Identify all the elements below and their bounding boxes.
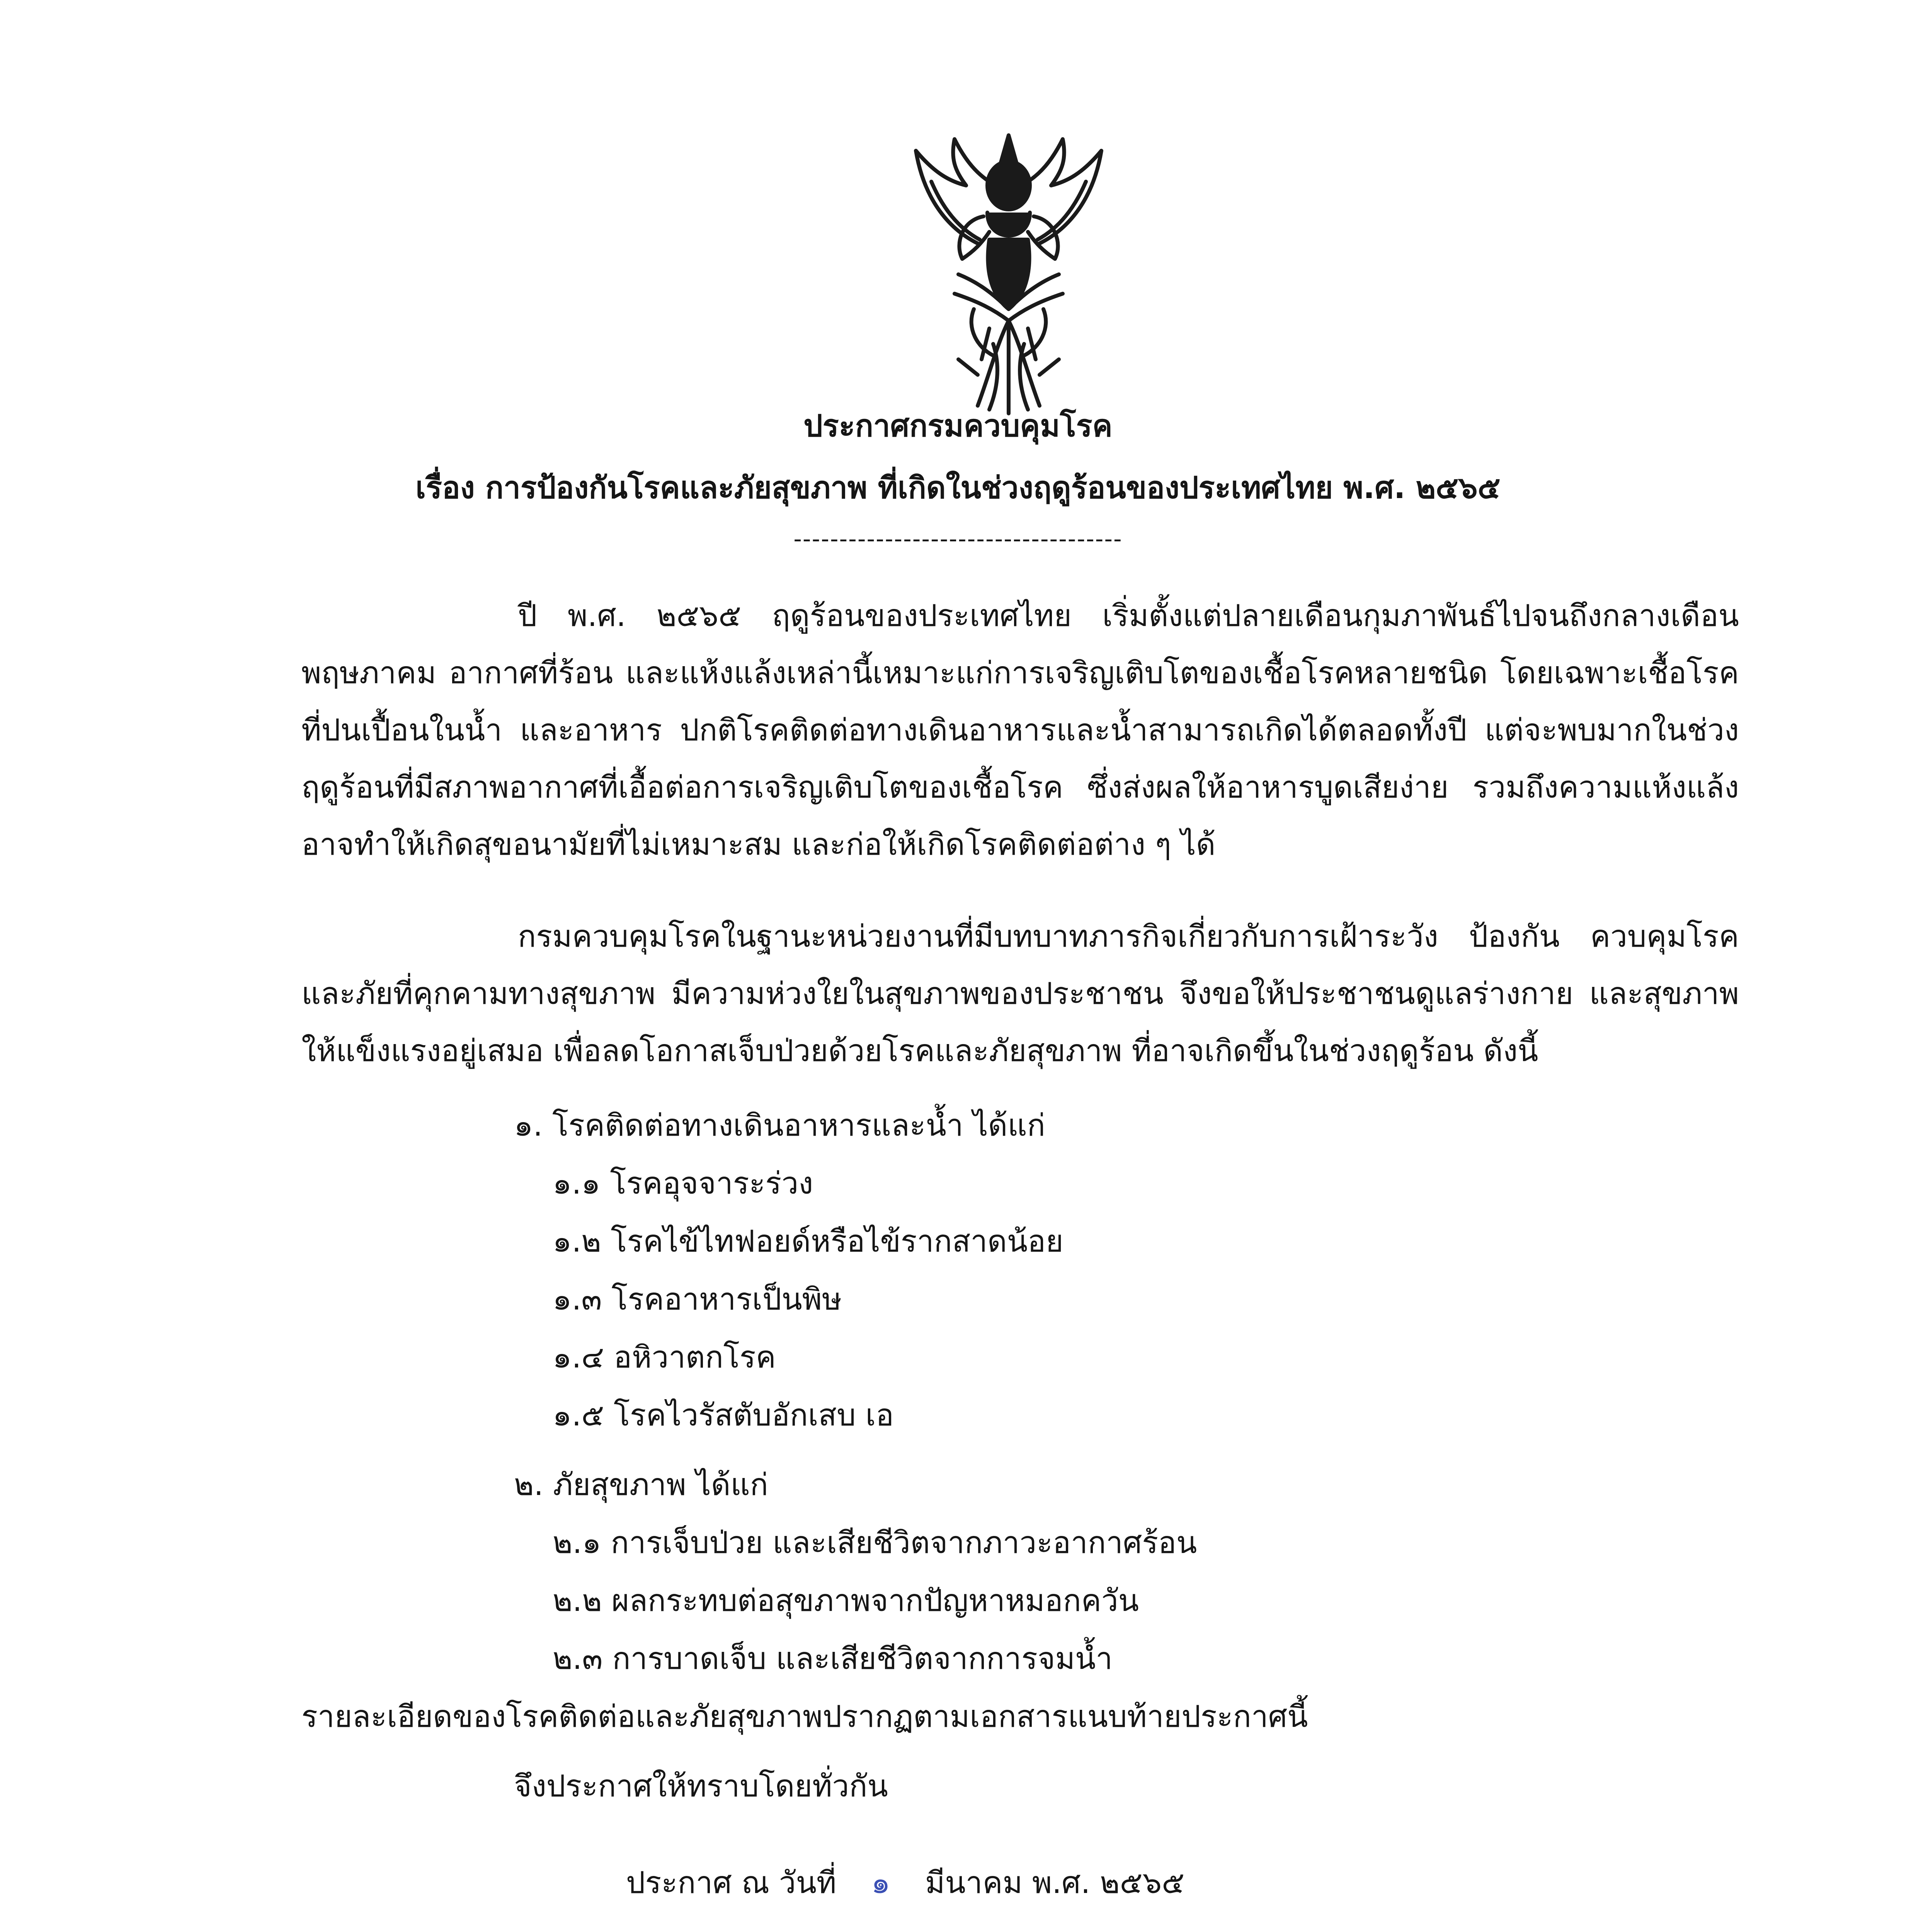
- date-suffix: มีนาคม พ.ศ. ๒๕๖๕: [925, 1866, 1185, 1900]
- paragraph-announcement: กรมควบคุมโรคในฐานะหน่วยงานที่มีบทบาทภารกิจเกี่ยวกับการเฝ้าระวัง ป้องกัน ควบคุมโรคและภัยที่คุกคามทางสุขภาพ มีความห่วงใยในสุขภาพของประชาชน จึงขอให้ประชาชนดูแลร่างกาย และสุขภาพให้แข็งแรงอยู่เสมอ เพื่อลดโอกาสเจ็บป่วยด้วยโรคและภัยสุขภาพ ที่อาจเกิดขึ้นในช่วงฤดูร้อน ดังนี้: [301, 919, 1739, 1068]
- list-item: ๑.๓ โรคอาหารเป็นพิษ: [553, 1282, 842, 1317]
- announcement-date: [626, 1859, 1184, 1906]
- section-1-heading: ๑. โรคติดต่อทางเดินอาหารและน้ำ ได้แก่: [514, 1108, 1045, 1143]
- title-separator: ------------------------------------: [793, 526, 1123, 553]
- details-note: รายละเอียดของโรคติดต่อและภัยสุขภาพปรากฏตามเอกสารแนบท้ายประกาศนี้: [301, 1699, 1308, 1734]
- list-item: ๒.๑ การเจ็บป่วย และเสียชีวิตจากภาวะอากาศร้อน: [553, 1526, 1197, 1560]
- announcement-title: ประกาศกรมควบคุมโรค: [803, 409, 1113, 444]
- date-prefix: ประกาศ ณ วันที่: [626, 1866, 837, 1900]
- section-2-heading: ๒. ภัยสุขภาพ ได้แก่: [514, 1468, 768, 1502]
- date-day: ๑: [871, 1866, 890, 1900]
- closing-statement: จึงประกาศให้ทราบโดยทั่วกัน: [514, 1769, 888, 1804]
- list-item: ๑.๒ โรคไข้ไทฟอยด์หรือไข้รากสาดน้อย: [553, 1224, 1063, 1259]
- list-item: ๑.๕ โรคไวรัสตับอักเสบ เอ: [553, 1398, 894, 1433]
- list-item: ๑.๑ โรคอุจจาระร่วง: [553, 1166, 813, 1201]
- list-item: ๑.๔ อหิวาตกโรค: [553, 1340, 776, 1375]
- list-item: ๒.๒ ผลกระทบต่อสุขภาพจากปัญหาหมอกควัน: [553, 1583, 1139, 1618]
- list-item: ๒.๓ การบาดเจ็บ และเสียชีวิตจากการจมน้ำ: [553, 1641, 1113, 1676]
- garuda-emblem: [900, 128, 1117, 421]
- paragraph-intro: ปี พ.ศ. ๒๕๖๕ ฤดูร้อนของประเทศไทย เริ่มตั้งแต่ปลายเดือนกุมภาพันธ์ไปจนถึงกลางเดือน พฤษภาคม อากาศที่ร้อน และแห้งแล้งเหล่านี้เหมาะแก่การเจริญเติบโตของเชื้อโรคหลายชนิด โดยเฉพาะเชื้อโรคที่ปนเปื้อนในน้ำ และอาหาร ปกติโรคติดต่อทางเดินอาหารและน้ำสามารถเกิดได้ตลอดทั้งปี แต่จะพบมากในช่วงฤดูร้อนที่มีสภาพอากาศที่เอื้อต่อการเจริญเติบโตของเชื้อโรค ซึ่งส่งผลให้อาหารบูดเสียง่าย รวมถึงความแห้งแล้ง อาจทำให้เกิดสุขอนามัยที่ไม่เหมาะสม และก่อให้เกิดโรคติดต่อต่าง ๆ ได้: [301, 599, 1739, 862]
- announcement-subject: เรื่อง การป้องกันโรคและภัยสุขภาพ ที่เกิดในช่วงฤดูร้อนของประเทศไทย พ.ศ. ๒๕๖๕: [415, 471, 1501, 505]
